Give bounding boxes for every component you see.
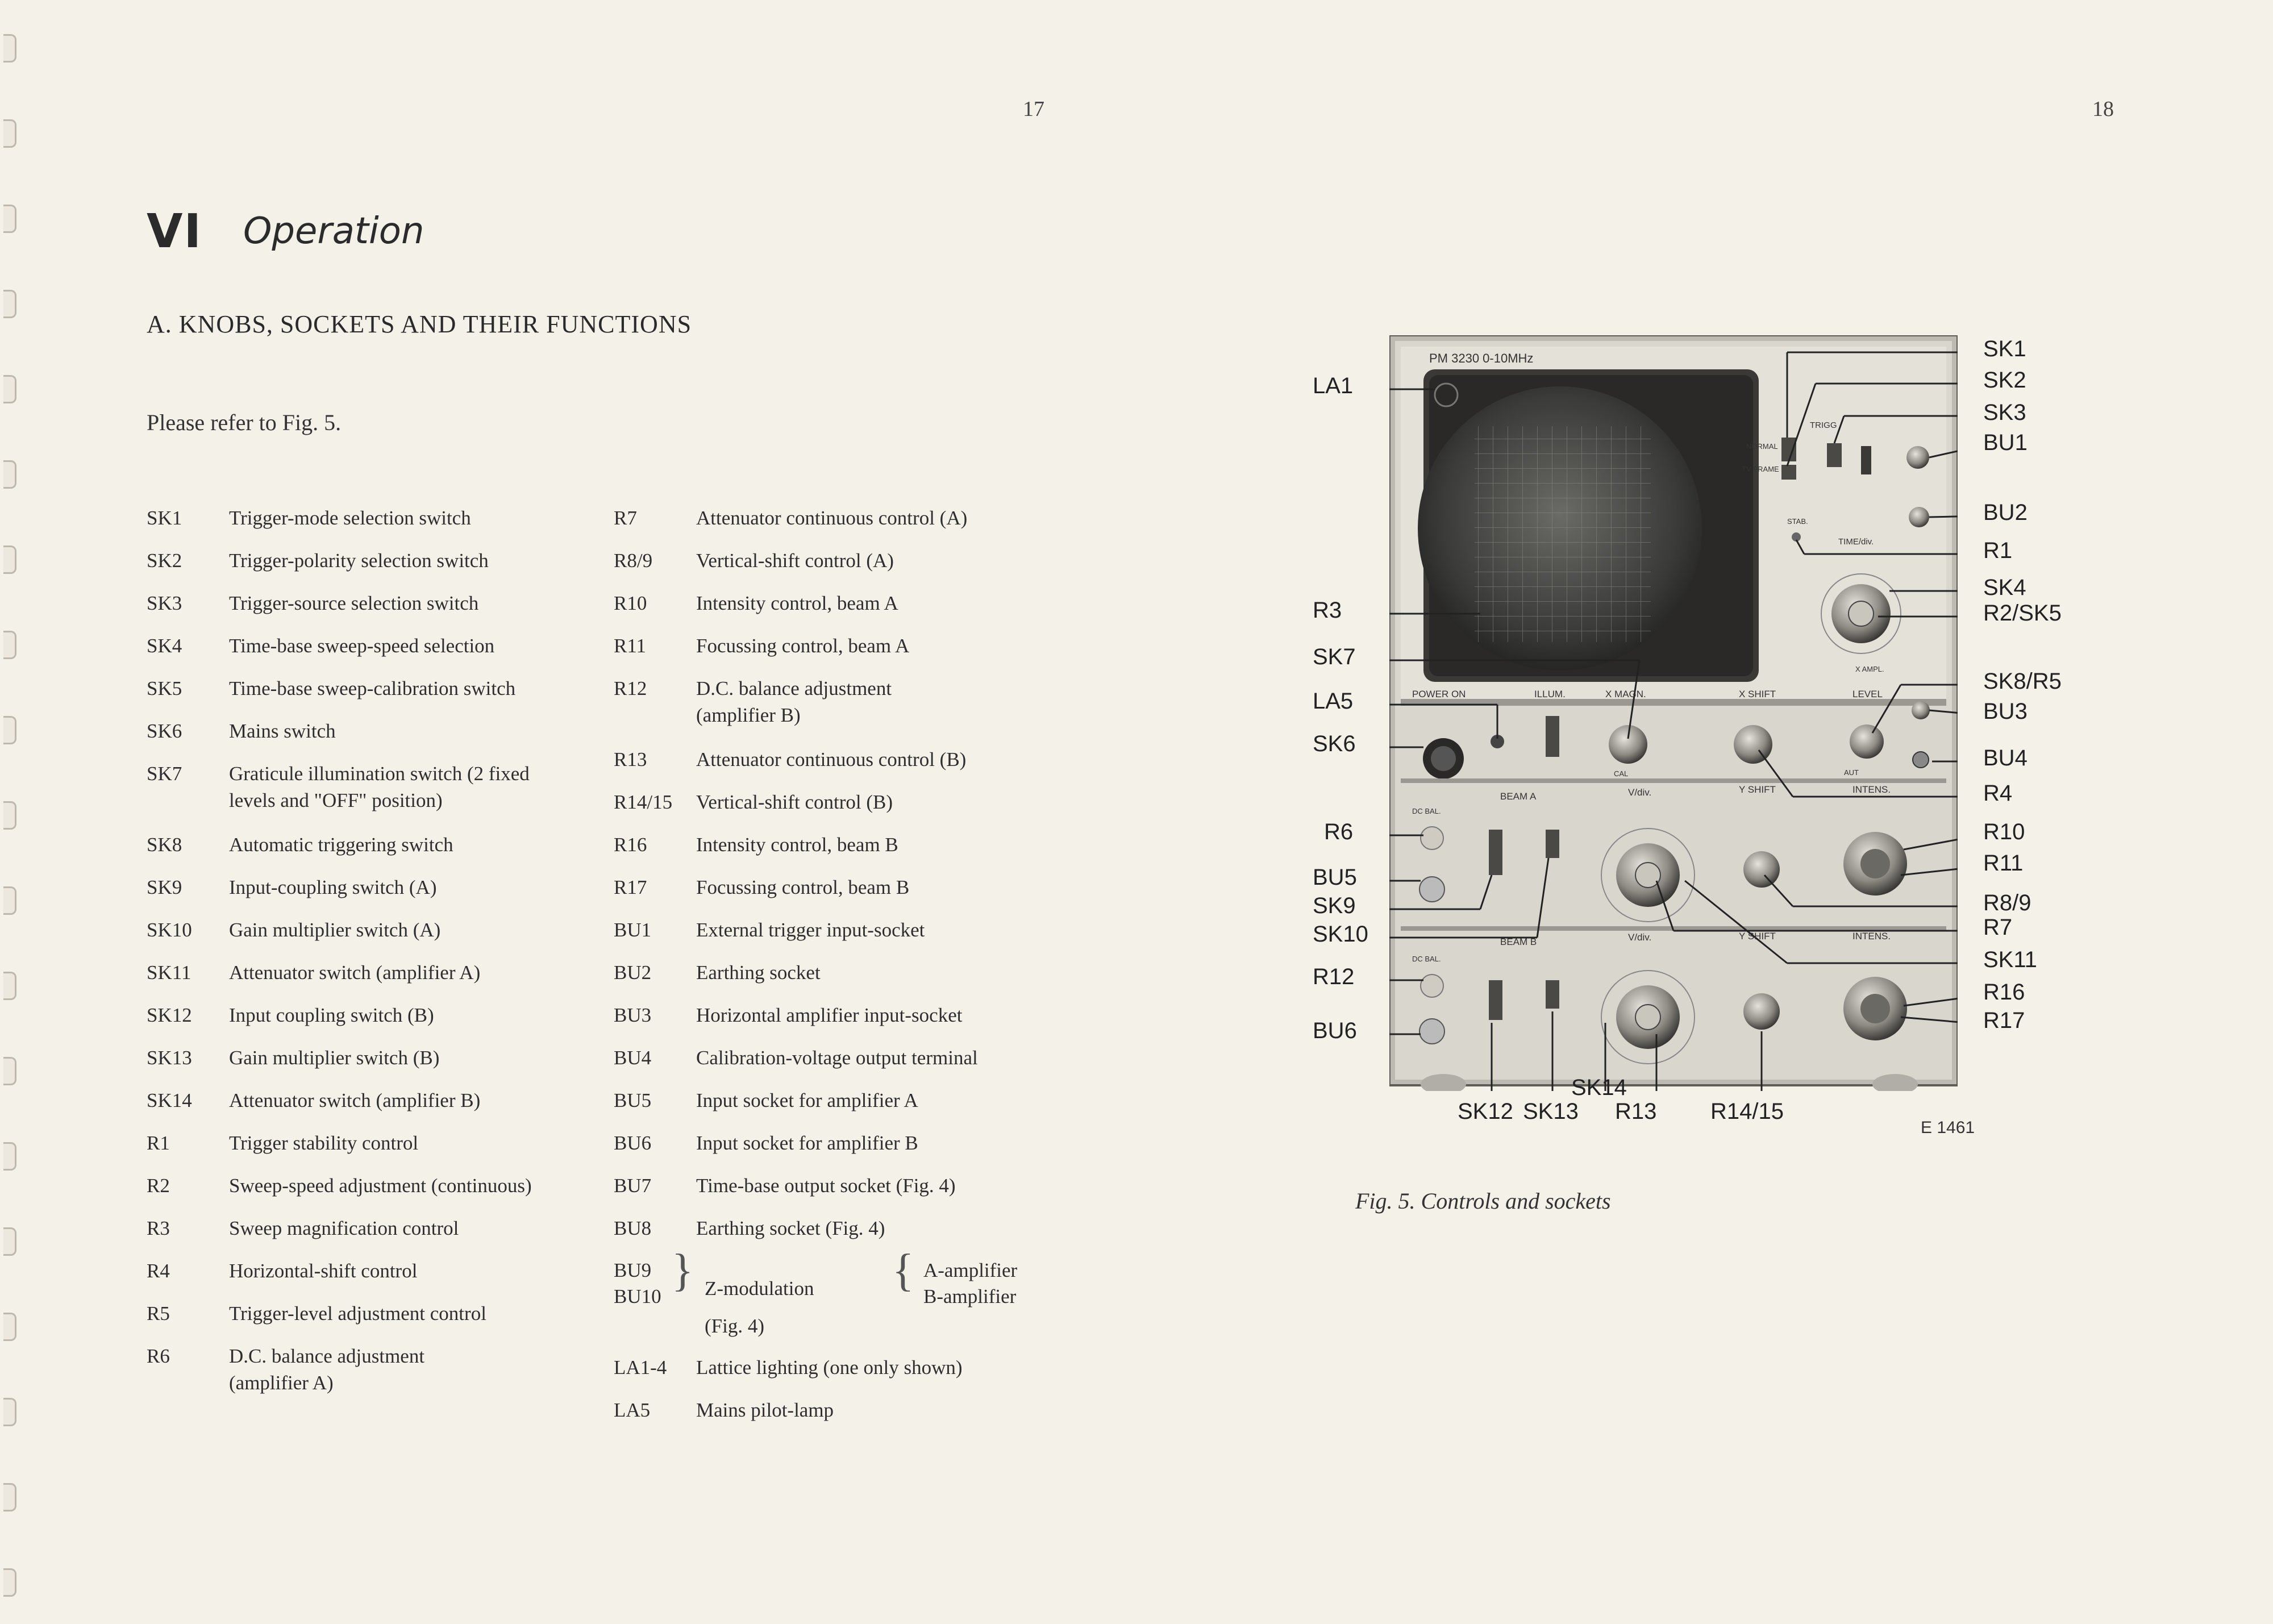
zmod-amp-b: B-amplifier [923,1285,1017,1307]
component-code: SK9 [147,876,182,898]
component-description: Gain multiplier switch (A) [229,919,441,941]
beam-a-label: BEAM A [1500,791,1537,802]
component-description: Trigger stability control [229,1132,419,1154]
callout-label: BU6 [1313,1018,1357,1043]
component-description: External trigger input-socket [696,919,925,941]
callout-label: R14/15 [1710,1099,1784,1124]
zmod-label: Z-modulation [705,1277,814,1300]
y-shift-b-label: Y SHIFT [1739,931,1776,942]
binding-ring [3,1568,16,1597]
page-number-left: 17 [1023,97,1044,121]
binding-ring [3,631,16,659]
x-magn-label: X MAGN. [1605,689,1646,699]
component-code: R3 [147,1217,170,1239]
component-code: R2 [147,1175,170,1197]
component-code: SK1 [147,507,182,529]
component-code: R7 [614,507,637,529]
callout-label: R4 [1983,781,2013,806]
component-code: R11 [614,635,647,657]
intro-text: Please refer to Fig. 5. [147,410,342,435]
component-code: SK2 [147,549,182,572]
beam-b-label: BEAM B [1500,936,1537,947]
callout-label: LA5 [1313,689,1354,714]
component-code: BU8 [614,1217,652,1239]
component-description: Attenuator continuous control (B) [696,748,967,771]
vdiv-b-label: V/div. [1628,932,1652,943]
component-description: Input socket for amplifier B [696,1132,918,1154]
binding-ring [3,972,16,1000]
component-code: R16 [614,834,647,856]
callout-label: BU2 [1983,500,2028,525]
callout-label: SK7 [1313,644,1356,669]
component-code: BU7 [614,1175,652,1197]
component-code: SK14 [147,1089,192,1111]
callout-label: BU1 [1983,430,2028,455]
callout-label: R2/SK5 [1983,601,2062,626]
component-code: SK11 [147,961,192,984]
component-code: BU3 [614,1004,652,1026]
component-description: Trigger-polarity selection switch [229,549,489,572]
component-description: Horizontal amplifier input-socket [696,1004,963,1026]
callout-label: SK14 [1571,1075,1627,1100]
trigg-label: TRIGG [1810,420,1837,430]
component-description: Sweep-speed adjustment (continuous) [229,1175,532,1197]
component-code: SK3 [147,592,182,614]
component-code: R4 [147,1260,170,1282]
callout-label: R6 [1324,819,1354,844]
component-description: Trigger-level adjustment control [229,1302,486,1325]
dc-bal-a-label: DC BAL. [1412,807,1441,815]
callout-label: SK6 [1313,731,1356,756]
y-shift-a-label: Y SHIFT [1739,784,1776,795]
component-code: SK6 [147,720,182,742]
component-description: Mains switch [229,720,336,742]
binding-ring [3,801,16,830]
illum-label: ILLUM. [1534,689,1566,699]
component-description: Time-base sweep-speed selection [229,635,495,657]
component-code: SK13 [147,1047,192,1069]
binding-ring [3,205,16,233]
component-description-cont: (amplifier B) [696,704,801,726]
binding-ring [3,375,16,403]
callout-label: SK4 [1983,575,2026,600]
component-description: Automatic triggering switch [229,834,453,856]
binding-ring [3,546,16,574]
component-code: BU2 [614,961,652,984]
oscilloscope-drawing [1389,335,1958,1091]
callout-label: BU5 [1313,865,1357,890]
callout-label: R16 [1983,980,2025,1005]
callout-label: R7 [1983,915,2013,940]
component-description: Gain multiplier switch (B) [229,1047,440,1069]
component-description: Mains pilot-lamp [696,1399,834,1421]
intens-a-label: INTENS. [1852,784,1891,795]
figure-reference: E 1461 [1921,1118,1975,1137]
vdiv-a-label: V/div. [1628,787,1652,798]
component-description: Input-coupling switch (A) [229,876,437,898]
component-code: R8/9 [614,549,653,572]
binding-ring [3,119,16,148]
callout-label: BU4 [1983,746,2028,771]
component-code: SK10 [147,919,192,941]
section-heading: A. KNOBS, SOCKETS AND THEIR FUNCTIONS [147,310,692,338]
figure-caption: Fig. 5. Controls and sockets [1355,1188,1611,1214]
x-shift-label: X SHIFT [1739,689,1776,699]
callout-label: BU3 [1983,699,2028,724]
component-description: Trigger-mode selection switch [229,507,471,529]
component-code: LA1-4 [614,1356,667,1379]
component-description: Sweep magnification control [229,1217,459,1239]
binding-ring [3,1142,16,1171]
aut-label: AUT [1844,768,1859,777]
page-number-right: 18 [2092,97,2114,121]
component-code: BU4 [614,1047,652,1069]
component-code: SK8 [147,834,182,856]
component-code: BU6 [614,1132,652,1154]
oscilloscope-figure [1389,335,1958,1091]
callout-label: R3 [1313,598,1342,623]
brace-right: } [672,1246,694,1296]
binding-ring [3,34,16,63]
component-description: Calibration-voltage output terminal [696,1047,978,1069]
component-description: Attenuator continuous control (A) [696,507,968,529]
binding-ring [3,460,16,489]
callout-label: R12 [1313,964,1355,989]
component-code: BU1 [614,919,652,941]
component-code: R13 [614,748,647,771]
zmod-amp-a: A-amplifier [923,1259,1018,1281]
component-description: Time-base output socket (Fig. 4) [696,1175,956,1197]
callout-label: SK9 [1313,893,1356,918]
binding-ring [3,1398,16,1426]
component-code: LA5 [614,1399,651,1421]
callout-label: R17 [1983,1008,2025,1033]
component-description: D.C. balance adjustment [696,677,892,699]
binding-ring [3,886,16,915]
component-description: D.C. balance adjustment [229,1345,425,1367]
spiral-binding [0,0,19,1624]
component-description: Intensity control, beam B [696,834,898,856]
normal-label: NORMAL [1746,442,1778,451]
callout-label: R10 [1983,819,2025,844]
time-div-label: TIME/div. [1838,537,1874,547]
zmod-note: (Fig. 4) [705,1315,764,1337]
component-code: SK5 [147,677,182,699]
component-code: SK12 [147,1004,192,1026]
callout-label: LA1 [1313,373,1354,398]
component-description: Time-base sweep-calibration switch [229,677,516,699]
tv-frame-label: TV FRAME [1742,465,1779,473]
component-code: R5 [147,1302,170,1325]
stab-label: STAB. [1787,517,1808,526]
component-description: Focussing control, beam B [696,876,910,898]
callout-label: SK12 [1458,1099,1513,1124]
component-description: Trigger-source selection switch [229,592,479,614]
component-description: Intensity control, beam A [696,592,898,614]
model-label: PM 3230 0-10MHz [1429,351,1534,365]
callout-label: R11 [1983,851,2024,876]
callout-label: SK1 [1983,336,2026,361]
callout-label: R13 [1615,1099,1657,1124]
component-description-cont: levels and "OFF" position) [229,789,443,811]
component-description: Earthing socket [696,961,821,984]
component-code: SK4 [147,635,182,657]
component-description: Attenuator switch (amplifier A) [229,961,481,984]
binding-ring [3,1227,16,1256]
level-label: LEVEL [1852,689,1883,699]
component-description: Input socket for amplifier A [696,1089,918,1111]
component-description: Input coupling switch (B) [229,1004,434,1026]
callout-label: SK10 [1313,922,1368,947]
zmod-code-2: BU10 [614,1285,661,1307]
callout-label: SK13 [1523,1099,1579,1124]
chapter-title: Operation [243,210,424,252]
callout-label: SK8/R5 [1983,669,2062,694]
intens-b-label: INTENS. [1852,931,1891,942]
callout-label: SK11 [1983,947,2037,972]
power-on-label: POWER ON [1412,689,1466,699]
component-code: R17 [614,876,647,898]
component-description: Lattice lighting (one only shown) [696,1356,963,1379]
component-description: Vertical-shift control (A) [696,549,894,572]
dc-bal-b-label: DC BAL. [1412,955,1441,963]
component-description: Vertical-shift control (B) [696,791,893,813]
brace-left: { [892,1246,914,1296]
component-code: R10 [614,592,647,614]
binding-ring [3,1313,16,1341]
component-code: R1 [147,1132,170,1154]
cal-label: CAL [1614,769,1629,778]
binding-ring [3,1057,16,1085]
callout-label: R1 [1983,538,2013,563]
binding-ring [3,1483,16,1511]
binding-ring [3,290,16,318]
component-description-cont: (amplifier A) [229,1372,334,1394]
component-code: R12 [614,677,647,699]
component-description: Attenuator switch (amplifier B) [229,1089,481,1111]
component-code: R14/15 [614,791,673,813]
component-code: BU5 [614,1089,652,1111]
component-description: Horizontal-shift control [229,1260,418,1282]
callout-label: SK3 [1983,400,2026,425]
chapter-heading [147,205,424,259]
x-ampl-label: X AMPL. [1855,665,1884,673]
component-code: SK7 [147,763,182,785]
component-description: Earthing socket (Fig. 4) [696,1217,885,1239]
callout-label: R8/9 [1983,890,2031,915]
component-description: Focussing control, beam A [696,635,910,657]
component-description: Graticule illumination switch (2 fixed [229,763,530,785]
component-code: R6 [147,1345,170,1367]
binding-ring [3,716,16,744]
zmod-code-1: BU9 [614,1259,652,1281]
callout-label: SK2 [1983,368,2026,393]
chapter-number: VI [147,205,202,259]
